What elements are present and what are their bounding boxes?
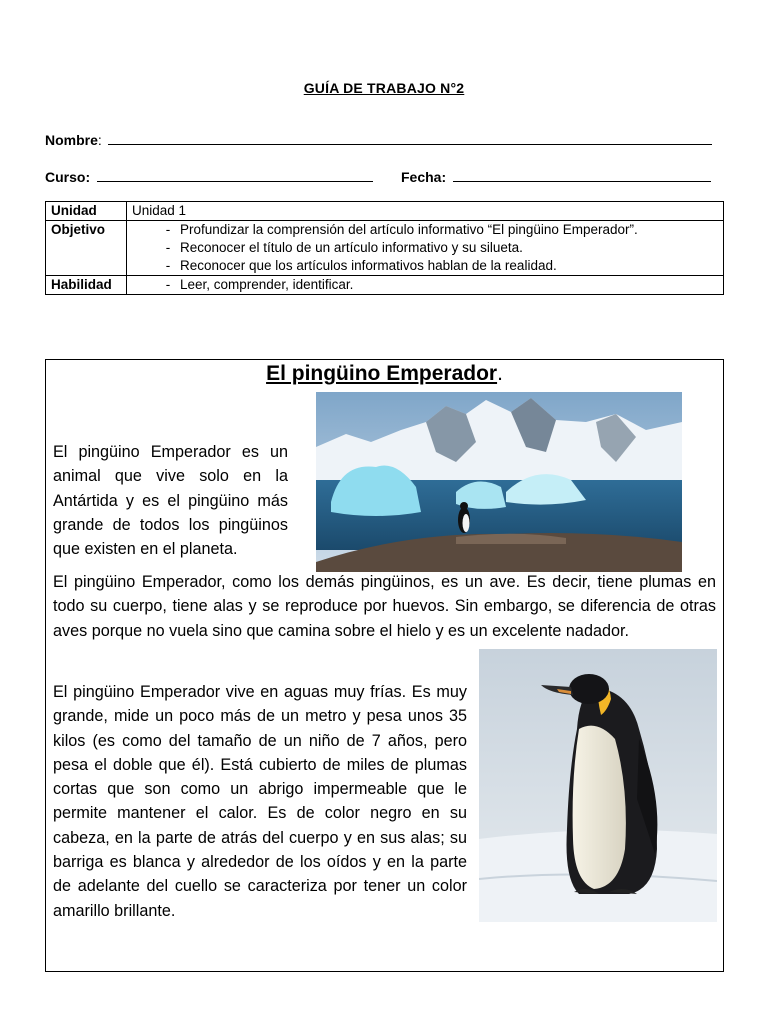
objective-row <box>46 221 724 276</box>
article-box <box>45 359 724 972</box>
unit-row <box>46 202 724 221</box>
date-underline <box>453 168 711 182</box>
date-label: Fecha: <box>401 169 447 185</box>
skill-row <box>46 276 724 295</box>
name-field[interactable] <box>45 131 712 148</box>
date-field[interactable] <box>401 168 711 185</box>
article-title: El pingüino Emperador. <box>266 362 503 385</box>
name-colon: : <box>97 132 102 148</box>
unit-label: Unidad <box>46 202 127 221</box>
paragraph-2: El pingüino Emperador, como los demás pingüinos, es un ave. Es decir, tiene plumas en todo su cuerpo, tiene alas y se reproduce por huevos. Sin embargo, se diferencia de otras aves porque no vuela sino que camina sobre el hielo y es un excelente nadador. <box>53 573 716 640</box>
objective-item: - Profundizar la comprensión del artículo informativo “El pingüino Emperador”. <box>165 222 638 237</box>
course-underline <box>97 168 373 182</box>
name-label: Nombre <box>45 132 98 148</box>
emperor-penguin-image <box>479 649 717 922</box>
objective-list <box>127 221 724 276</box>
name-underline <box>108 131 712 145</box>
course-label: Curso: <box>45 169 91 185</box>
paragraph-1: El pingüino Emperador es un animal que vive solo en la Antártida y es el pingüino más grande de todos los pingüinos que existen en el planeta. <box>53 443 288 559</box>
worksheet-title: GUÍA DE TRABAJO N°2 <box>303 80 465 96</box>
antarctica-landscape-image <box>316 392 682 572</box>
unit-value: Unidad 1 <box>127 202 724 221</box>
info-table <box>45 201 724 295</box>
course-field[interactable] <box>45 168 373 185</box>
skill-label: Habilidad <box>46 276 127 295</box>
objective-label: Objetivo <box>46 221 127 276</box>
objective-item: - Reconocer el título de un artículo informativo y su silueta. <box>165 240 523 255</box>
objective-item: - Reconocer que los artículos informativos hablan de la realidad. <box>165 258 557 273</box>
paragraph-3: El pingüino Emperador vive en aguas muy frías. Es muy grande, mide un poco más de un metro y pesa unos 35 kilos (es como del tamaño de un niño de 7 años, pero pesa el doble que él). Está cubierto de miles de plumas cortas que son como un abrigo impermeable que le permite mantener el calor. Es de color negro en su cabeza, en la parte de atrás del cuerpo y en sus alas; su barriga es blanca y alrededor de los oídos y en la parte de adelante del cuello se caracteriza por tener un color amarillo brillante. <box>53 683 467 920</box>
skill-value: - Leer, comprender, identificar. <box>127 276 724 295</box>
